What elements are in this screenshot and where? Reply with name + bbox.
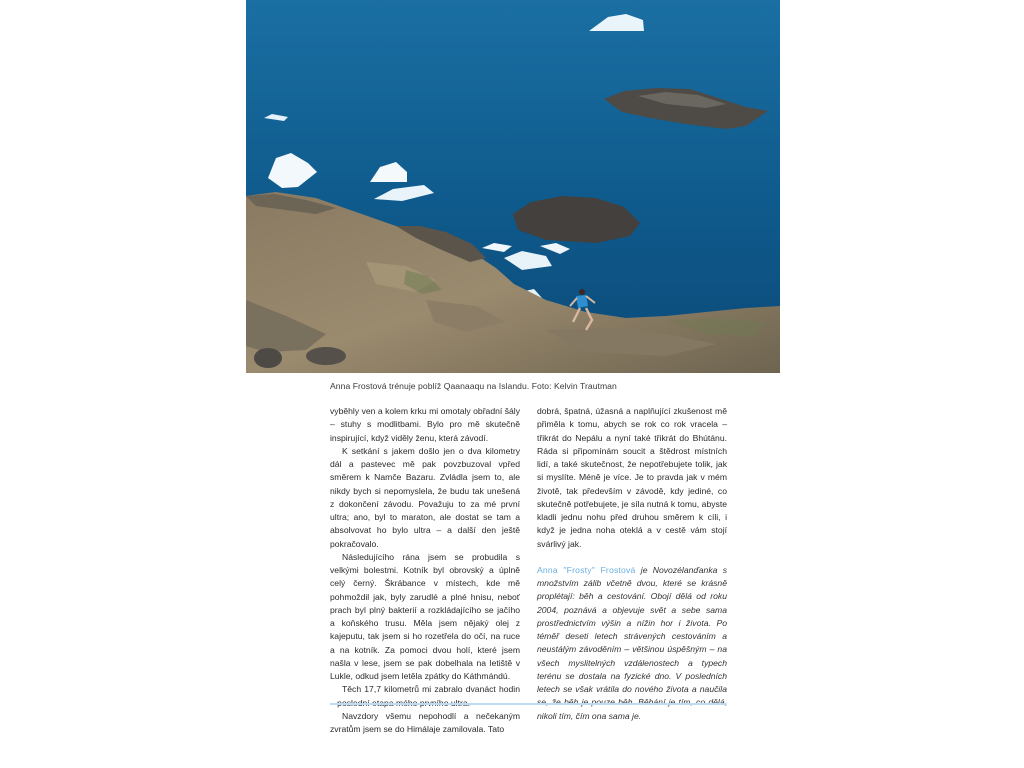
divider-rule <box>330 703 727 705</box>
paragraph: K setkání s jakem došlo jen o dva kilometry dál a pastevec mě pak povzbuzoval vpřed směrem k Namče Bazaru. Zvládla jsem to, ale nikdy bych si nepomyslela, že budu tak unešená z dokončení závodu. Považuju to za mé první ultra; ano, byl to maraton, ale dostat se tam a absolvovat ho bylo ultra – a další den ještě pokračovalo. <box>330 445 520 549</box>
author-bio <box>537 564 727 723</box>
photo-runner-coast <box>246 0 780 373</box>
author-bio-text: je Novozélanďanka s množstvím zálib včetně dvou, které se krásně proplétají: běh a cestování. Obojí dělá od roku 2004, poznává a objevuje svět a sebe sama prostřednictvím výšin a nížin hor i života. Po téměř deseti letech strávených cestováním a neustálým závoděním – většinou úspěšným – na všech myslitelných vzdálenostech a typech terénu se dostala na fyzické dno. V posledních letech se však vrátila do nového života a naučila nikoli tím, čím ona sama je. <box>537 564 727 721</box>
text-column-right <box>537 405 727 723</box>
paragraph: Následujícího rána jsem se probudila s velkými bolestmi. Kotník byl obrovský a úplně celý černý. Škrábance v místech, kde mě pohmoždil jak, byly zarudlé a plné hnisu, neboť prach byl plný bakterií a rozkládajícího se jačího a koňského trusu. Měla jsem nějaký olej z kajeputu, tak jsem si ho rozetřela do očí, na ruce a na kotník. Za pomoci dvou holí, které jsem našla v lese, jsem se pak dobelhala na letiště v Lukle, odkud jsem letěla zpátky do Káthmándú. <box>330 551 520 681</box>
paragraph: dobrá, špatná, úžasná a naplňující zkušenost mě přiměla k tomu, abych se rok co rok vracela – třikrát do Nepálu a nyní také třikrát do Bhútánu. Ráda si připomínám soucit a štědrost místních lidí, a také skutečnost, že nepotřebujete tolik, jak si myslíte. Méně je více. Je to pravda jak v mém životě, tak především v závodě, kdy jediné, co skutečně potřebujete, je síla nutná k tomu, abyste kladli jednu nohu před druhou směrem k cíli, i když je jedna noha oteklá a v cestě vám stojí svárlivý jak. <box>537 406 727 549</box>
author-name: Anna "Frosty" Frostová <box>537 564 636 575</box>
photo-caption: Anna Frostová trénuje poblíž Qaanaaqu na Islandu. Foto: Kelvin Trautman <box>330 381 617 391</box>
text-column-left <box>330 405 520 736</box>
paragraph: vyběhly ven a kolem krku mi omotaly obřadní šály – stuhy s modlitbami. Bylo pro mě skutečně inspirující, když viděly ženu, která závodí. <box>330 406 520 443</box>
paragraph: Těch 17,7 kilometrů mi zabralo dvanáct hodin <box>342 684 520 695</box>
paragraph: Navzdory všemu nepohodlí a nečekaným zvratům jsem se do Himálaje zamilovala. Tato <box>330 710 520 734</box>
